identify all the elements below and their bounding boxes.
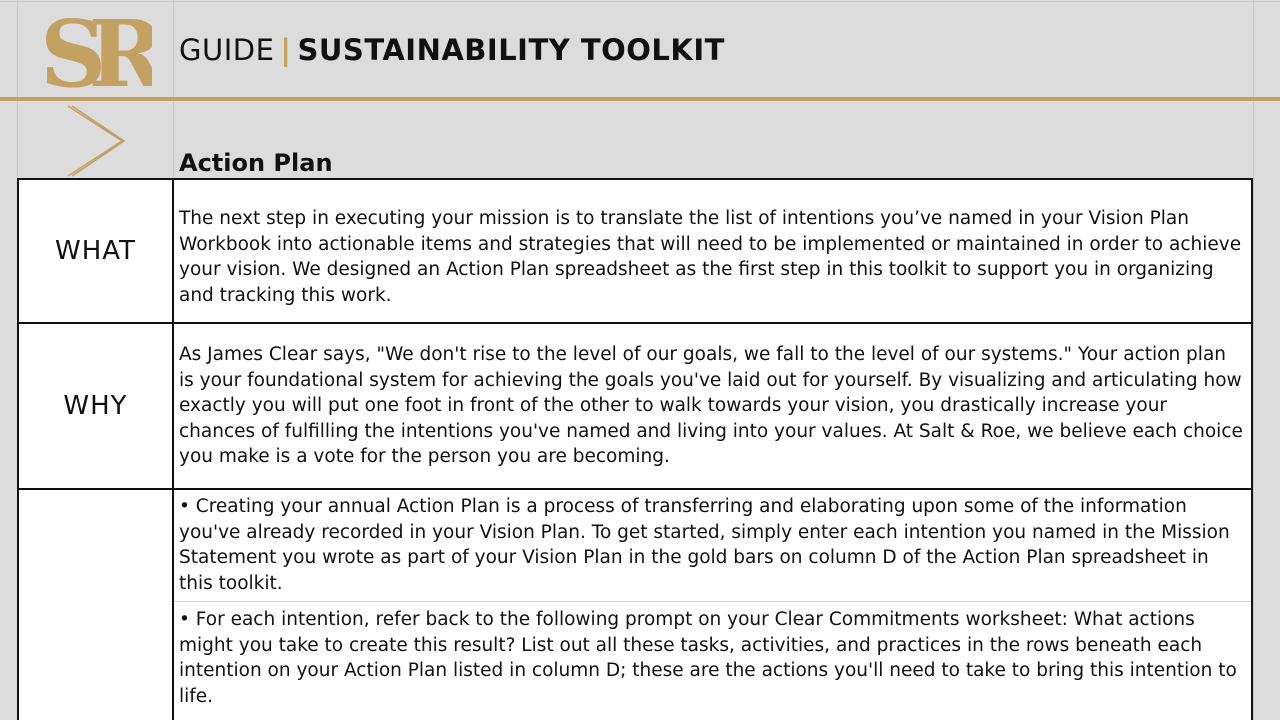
cell-divider: [174, 601, 1251, 602]
gold-divider: [0, 97, 1280, 101]
section-title: Action Plan: [179, 149, 333, 177]
table-row-what: [19, 180, 1251, 324]
table-row-why: [19, 324, 1251, 490]
row-label: WHY: [19, 324, 174, 488]
table-row-instructions: [19, 490, 1251, 720]
svg-text:SR: SR: [40, 6, 147, 94]
header-separator: |: [280, 33, 292, 67]
grid-line: [0, 1, 1280, 2]
instruction-paragraph: • For each intention, refer back to the following prompt on your Clear Commitments worksheet: What actions might you take to create this result? List out all these tasks, activities, and practices in the rows beneath each intention on your Action Plan listed in column D; these are the actions you'll need to take to bring this intention to life.: [179, 609, 1237, 707]
chevron-right-icon: [62, 104, 128, 178]
row-label: WHAT: [19, 180, 174, 322]
salt-and-roe-logo: [40, 6, 152, 94]
row-text: The next step in executing your mission is to translate the list of intentions you’ve named in your Vision Plan Workbook into actionable items and strategies that will need to be implemented or maintained in order to achieve your vision. We designed an Action Plan spreadsheet as the first step in this toolkit to support you in organizing and tracking this work.: [179, 208, 1242, 306]
grid-line: [1253, 0, 1254, 720]
content-table: [17, 178, 1253, 720]
header-main-title: SUSTAINABILITY TOOLKIT: [297, 33, 725, 67]
header-prefix: GUIDE: [179, 33, 275, 67]
row-label: [19, 490, 174, 720]
row-text: As James Clear says, "We don't rise to the level of our goals, we fall to the level of our systems." Your action plan is your foundational system for achieving the goals you've laid out for yourself. By visualizing and articulating how exactly you will put one foot in front of the other to walk towards your vision, you drastically increase your chances of fulfilling the intentions you've named and living into your values. At Salt & Roe, we believe each choice you make is a vote for the person you are becoming.: [179, 344, 1243, 468]
page-header-title: [179, 30, 725, 70]
instruction-paragraph: • Creating your annual Action Plan is a process of transferring and elaborating upon some of the information you've already recorded in your Vision Plan. To get started, simply enter each intention you named in the Mission Statement you wrote as part of your Vision Plan in the gold bars on column D of the Action Plan spreadsheet in this toolkit.: [179, 496, 1230, 594]
